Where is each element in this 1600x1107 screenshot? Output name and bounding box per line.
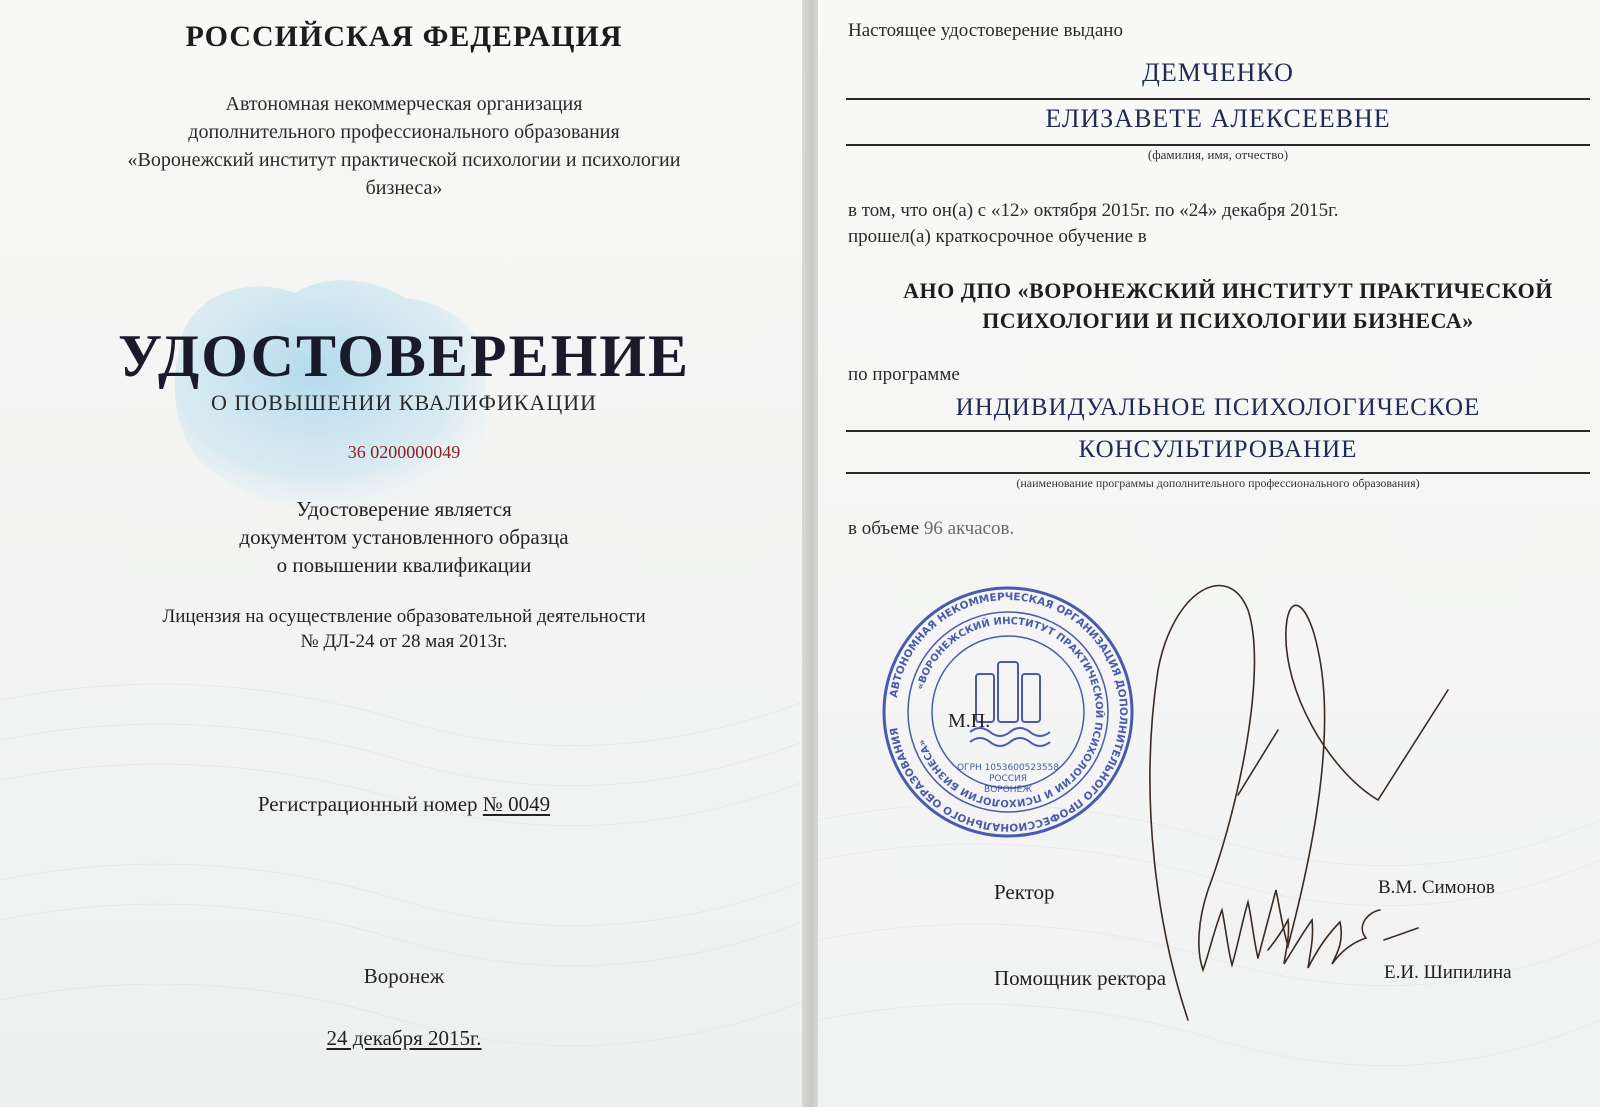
program-name-line-2: КОНСУЛЬТИРОВАНИЕ (1078, 436, 1358, 463)
issue-date-row (0, 1026, 808, 1051)
signatures (1118, 550, 1598, 1050)
document-title: УДОСТОВЕРЕНИЕ (118, 323, 690, 389)
country-heading: РОССИЙСКАЯ ФЕДЕРАЦИЯ (185, 20, 623, 53)
program-underline-2 (846, 472, 1590, 474)
study-period (848, 198, 1568, 250)
seal-city: ВОРОНЕЖ (984, 785, 1032, 795)
given-names: ЕЛИЗАВЕТЕ АЛЕКСЕЕВНЕ (1045, 104, 1391, 133)
seal-outer-text: АВТОНОМНАЯ НЕКОММЕРЧЕСКАЯ ОРГАНИЗАЦИЯ ДОПОЛНИТЕЛЬНОГО ПРОФЕССИОНАЛЬНОГО ОБРАЗОВАНИЯ (887, 590, 1130, 834)
period-line: в том, что он(а) с «12» октября 2015г. по «24» декабря 2015г. (848, 200, 1339, 221)
license-line: № ДЛ-24 от 28 мая 2013г. (300, 631, 508, 652)
svg-text:АВТОНОМНАЯ НЕКОММЕРЧЕСКАЯ ОРГА (888, 591, 1129, 833)
registration-number-row (0, 792, 808, 817)
seal-inner-text: «ВОРОНЕЖСКИЙ ИНСТИТУТ ПРАКТИЧЕСКОЙ ПСИХОЛОГИИ И ПСИХОЛОГИИ БИЗНЕСА» (915, 615, 1105, 809)
assistant-title: Помощник ректора (994, 966, 1167, 990)
issue-city: Воронеж (363, 964, 445, 988)
stamp-place-label: М.П. (948, 710, 991, 732)
institution-line: ПСИХОЛОГИИ И ПСИХОЛОГИИ БИЗНЕСА» (982, 308, 1474, 333)
description-line: о повышении квалификации (276, 553, 532, 577)
organization-line: дополнительного профессионального образования (188, 121, 620, 143)
rector-name: В.М. Симонов (1378, 877, 1495, 898)
surname-underline (846, 98, 1590, 100)
program-label: по программе (848, 364, 960, 385)
description-line: Удостоверение является (296, 497, 512, 521)
rector-signature-icon (1150, 586, 1448, 1020)
license-line: Лицензия на осуществление образовательной деятельности (162, 606, 646, 627)
serial-number: 36 0200000049 (347, 442, 461, 462)
official-seal (878, 582, 1138, 842)
document-description (0, 495, 808, 579)
certificate-details-page (818, 0, 1600, 1107)
program-underline-1 (846, 430, 1590, 432)
period-line: прошел(а) краткосрочное обучение в (848, 226, 1147, 247)
seal-ogrn: ОГРН 1053600523558 (956, 763, 1060, 773)
organization-line: «Воронежский институт практической психологии и психологии (127, 149, 681, 171)
license-info (0, 604, 808, 654)
document-subtitle: О ПОВЫШЕНИИ КВАЛИФИКАЦИИ (211, 390, 597, 415)
rector-title: Ректор (994, 880, 1055, 904)
institution-line: АНО ДПО «ВОРОНЕЖСКИЙ ИНСТИТУТ ПРАКТИЧЕСКОЙ (903, 278, 1553, 303)
seal-country: РОССИЯ (988, 774, 1028, 784)
organization-name (0, 90, 808, 202)
given-names-underline (846, 144, 1590, 146)
organization-line: бизнеса» (365, 177, 443, 199)
program-name-line-1: ИНДИВИДУАЛЬНОЕ ПСИХОЛОГИЧЕСКОЕ (955, 394, 1481, 421)
seal-emblem-icon (970, 662, 1050, 746)
registration-number: № 0049 (482, 792, 551, 816)
issued-to-label: Настоящее удостоверение выдано (848, 20, 1123, 41)
surname: ДЕМЧЕНКО (1142, 58, 1294, 87)
volume-unit: акчасов. (947, 518, 1015, 539)
registration-label: Регистрационный номер (257, 792, 478, 816)
description-line: документом установленного образца (239, 525, 569, 549)
organization-line: Автономная некоммерческая организация (225, 93, 583, 115)
volume-prefix: в объеме (848, 518, 920, 539)
institution-name (858, 276, 1598, 336)
issue-date: 24 декабря 2015г. (326, 1026, 482, 1050)
volume-hours: 96 (923, 518, 943, 539)
course-volume (848, 518, 1014, 540)
name-caption: (фамилия, имя, отчество) (1147, 147, 1289, 162)
program-caption: (наименование программы дополнительного профессионального образования) (1016, 476, 1420, 490)
assistant-name: Е.И. Шипилина (1384, 962, 1512, 983)
